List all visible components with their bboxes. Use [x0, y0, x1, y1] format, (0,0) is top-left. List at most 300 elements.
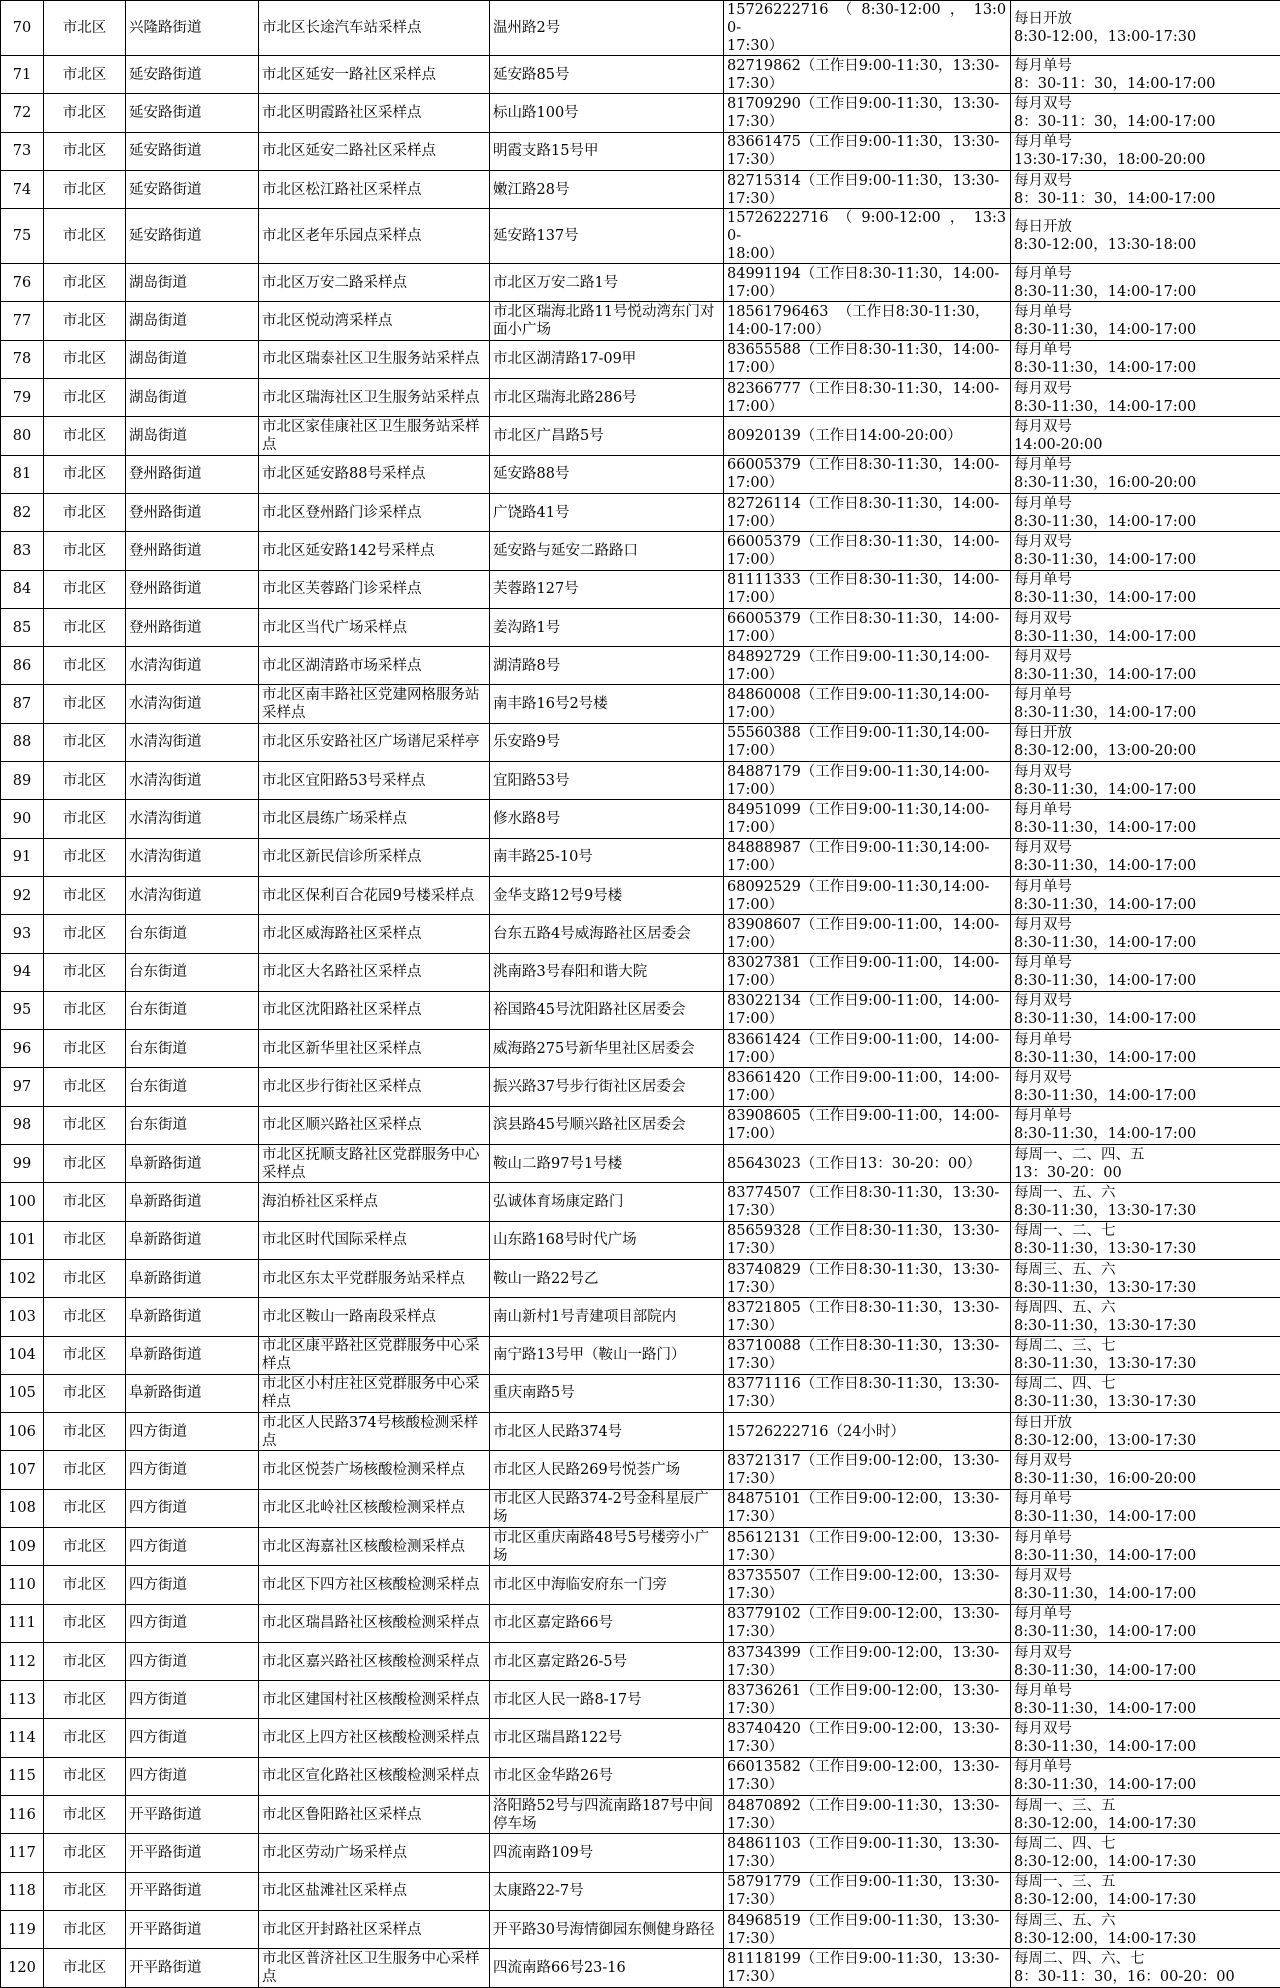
schedule-cell: 每周二、三、七 8:30-11:30，13:30-17:30 [1011, 1336, 1280, 1374]
address-cell: 洮南路3号春阳和谐大院 [490, 953, 724, 991]
schedule-cell: 每月双号 8:30-11:30，16:00-20:00 [1011, 1451, 1280, 1489]
site-name-cell: 市北区长途汽车站采样点 [259, 1, 490, 56]
table-row [1, 1413, 1280, 1451]
table-row [1, 1259, 1280, 1297]
phone-hours-cell: 85643023（工作日13：30-20：00） [724, 1145, 1011, 1183]
phone-hours-cell: 15726222716 （ 8:30-12:00 ， 13:00- 17:30） [724, 1, 1011, 56]
subdistrict-cell: 阜新路街道 [126, 1374, 259, 1412]
phone-hours-cell: 18561796463 （工作日8:30-11:30， 14:00-17:00） [724, 302, 1011, 340]
subdistrict-cell: 四方街道 [126, 1527, 259, 1565]
district-cell: 市北区 [44, 647, 126, 685]
address-cell: 金华支路12号9号楼 [490, 876, 724, 914]
table-row [1, 1604, 1280, 1642]
table-row [1, 1298, 1280, 1336]
row-number-cell: 74 [1, 170, 44, 208]
address-cell: 明霞支路15号甲 [490, 132, 724, 170]
address-cell: 湖清路8号 [490, 647, 724, 685]
phone-hours-cell: 84951099（工作日9:00-11:30,14:00- 17:00） [724, 800, 1011, 838]
schedule-cell: 每周四、五、六 8:30-11:30，13:30-17:30 [1011, 1298, 1280, 1336]
subdistrict-cell: 四方街道 [126, 1604, 259, 1642]
subdistrict-cell: 阜新路街道 [126, 1145, 259, 1183]
district-cell: 市北区 [44, 762, 126, 800]
phone-hours-cell: 82715314（工作日9:00-11:30，13:30- 17:30） [724, 170, 1011, 208]
address-cell: 山东路168号时代广场 [490, 1221, 724, 1259]
table-row [1, 132, 1280, 170]
schedule-cell: 每月双号 8:30-11:30，14:00-17:00 [1011, 762, 1280, 800]
subdistrict-cell: 四方街道 [126, 1566, 259, 1604]
district-cell: 市北区 [44, 1757, 126, 1795]
phone-hours-cell: 84870892（工作日9:00-11:30，13:30- 17:30） [724, 1796, 1011, 1834]
address-cell: 市北区嘉定路26-5号 [490, 1642, 724, 1680]
site-name-cell: 市北区步行街社区采样点 [259, 1068, 490, 1106]
table-row [1, 800, 1280, 838]
subdistrict-cell: 水清沟街道 [126, 838, 259, 876]
site-name-cell: 市北区悦荟广场核酸检测采样点 [259, 1451, 490, 1489]
schedule-cell: 每月单号 8:30-11:30，14:00-17:00 [1011, 953, 1280, 991]
address-cell: 重庆南路5号 [490, 1374, 724, 1412]
phone-hours-cell: 68092529（工作日9:00-11:30,14:00- 17:00） [724, 876, 1011, 914]
row-number-cell: 119 [1, 1910, 44, 1948]
site-name-cell: 市北区下四方社区核酸检测采样点 [259, 1566, 490, 1604]
table-row [1, 608, 1280, 646]
row-number-cell: 98 [1, 1106, 44, 1144]
table-row [1, 1681, 1280, 1719]
row-number-cell: 95 [1, 991, 44, 1029]
subdistrict-cell: 水清沟街道 [126, 800, 259, 838]
schedule-cell: 每月单号 8:30-11:30，14:00-17:00 [1011, 264, 1280, 302]
table-row [1, 1872, 1280, 1910]
phone-hours-cell: 66005379（工作日8:30-11:30，14:00- 17:00） [724, 455, 1011, 493]
schedule-cell: 每日开放 8:30-12:00，13:30-18:00 [1011, 209, 1280, 264]
table-row [1, 417, 1280, 455]
subdistrict-cell: 登州路街道 [126, 455, 259, 493]
row-number-cell: 88 [1, 723, 44, 761]
site-name-cell: 市北区新华里社区采样点 [259, 1030, 490, 1068]
phone-hours-cell: 83661424（工作日9:00-11:00，14:00- 17:00） [724, 1030, 1011, 1068]
district-cell: 市北区 [44, 838, 126, 876]
row-number-cell: 94 [1, 953, 44, 991]
address-cell: 南宁路13号甲（鞍山一路门） [490, 1336, 724, 1374]
district-cell: 市北区 [44, 1, 126, 56]
address-cell: 市北区人民路374号 [490, 1413, 724, 1451]
row-number-cell: 81 [1, 455, 44, 493]
row-number-cell: 111 [1, 1604, 44, 1642]
subdistrict-cell: 延安路街道 [126, 132, 259, 170]
table-row [1, 1106, 1280, 1144]
row-number-cell: 104 [1, 1336, 44, 1374]
table-row [1, 647, 1280, 685]
phone-hours-cell: 81111333（工作日8:30-11:30，14:00- 17:00） [724, 570, 1011, 608]
phone-hours-cell: 83740829（工作日8:30-11:30，13:30- 17:30） [724, 1259, 1011, 1297]
row-number-cell: 73 [1, 132, 44, 170]
district-cell: 市北区 [44, 493, 126, 531]
site-name-cell: 市北区宣化路社区核酸检测采样点 [259, 1757, 490, 1795]
table-row [1, 1949, 1280, 1987]
table-row [1, 209, 1280, 264]
address-cell: 延安路与延安二路路口 [490, 532, 724, 570]
address-cell: 弘诚体育场康定路门 [490, 1183, 724, 1221]
phone-hours-cell: 84875101（工作日9:00-12:00，13:30- 17:30） [724, 1489, 1011, 1527]
schedule-cell: 每月双号 8:30-11:30，14:00-17:00 [1011, 1068, 1280, 1106]
schedule-cell: 每月单号 8:30-11:30，14:00-17:00 [1011, 493, 1280, 531]
schedule-cell: 每周一、三、五 8:30-12:00，14:00-17:30 [1011, 1796, 1280, 1834]
phone-hours-cell: 80920139（工作日14:00-20:00） [724, 417, 1011, 455]
subdistrict-cell: 水清沟街道 [126, 762, 259, 800]
phone-hours-cell: 82726114（工作日8:30-11:30，14:00- 17:00） [724, 493, 1011, 531]
row-number-cell: 78 [1, 340, 44, 378]
site-name-cell: 海泊桥社区采样点 [259, 1183, 490, 1221]
address-cell: 南丰路16号2号楼 [490, 685, 724, 723]
site-name-cell: 市北区登州路门诊采样点 [259, 493, 490, 531]
subdistrict-cell: 开平路街道 [126, 1796, 259, 1834]
district-cell: 市北区 [44, 1642, 126, 1680]
address-cell: 鞍山一路22号乙 [490, 1259, 724, 1297]
district-cell: 市北区 [44, 570, 126, 608]
district-cell: 市北区 [44, 1681, 126, 1719]
schedule-cell: 每月单号 8:30-11:30，14:00-17:00 [1011, 302, 1280, 340]
phone-hours-cell: 66005379（工作日8:30-11:30，14:00- 17:00） [724, 608, 1011, 646]
phone-hours-cell: 83740420（工作日9:00-12:00，13:30- 17:30） [724, 1719, 1011, 1757]
table-row [1, 56, 1280, 94]
subdistrict-cell: 阜新路街道 [126, 1221, 259, 1259]
table-row [1, 1145, 1280, 1183]
row-number-cell: 83 [1, 532, 44, 570]
phone-hours-cell: 83027381（工作日9:00-11:00，14:00- 17:00） [724, 953, 1011, 991]
address-cell: 延安路137号 [490, 209, 724, 264]
subdistrict-cell: 水清沟街道 [126, 685, 259, 723]
row-number-cell: 112 [1, 1642, 44, 1680]
site-name-cell: 市北区芙蓉路门诊采样点 [259, 570, 490, 608]
address-cell: 威海路275号新华里社区居委会 [490, 1030, 724, 1068]
district-cell: 市北区 [44, 1336, 126, 1374]
row-number-cell: 92 [1, 876, 44, 914]
schedule-cell: 每日开放 8:30-12:00，13:00-17:30 [1011, 1, 1280, 56]
phone-hours-cell: 15726222716 （ 9:00-12:00 ， 13:30- 18:00） [724, 209, 1011, 264]
site-name-cell: 市北区大名路社区采样点 [259, 953, 490, 991]
phone-hours-cell: 81118199（工作日9:00-11:30，13:30- 17:30） [724, 1949, 1011, 1987]
district-cell: 市北区 [44, 209, 126, 264]
district-cell: 市北区 [44, 1527, 126, 1565]
schedule-cell: 每月单号 8:30-11:30，14:00-17:00 [1011, 1489, 1280, 1527]
subdistrict-cell: 阜新路街道 [126, 1259, 259, 1297]
address-cell: 延安路88号 [490, 455, 724, 493]
phone-hours-cell: 84892729（工作日9:00-11:30,14:00- 17:00） [724, 647, 1011, 685]
table-row [1, 379, 1280, 417]
subdistrict-cell: 湖岛街道 [126, 340, 259, 378]
row-number-cell: 85 [1, 608, 44, 646]
phone-hours-cell: 83655588（工作日8:30-11:30，14:00- 17:00） [724, 340, 1011, 378]
row-number-cell: 72 [1, 94, 44, 132]
phone-hours-cell: 55560388（工作日9:00-11:30,14:00- 17:00） [724, 723, 1011, 761]
district-cell: 市北区 [44, 56, 126, 94]
address-cell: 市北区万安二路1号 [490, 264, 724, 302]
site-name-cell: 市北区延安路142号采样点 [259, 532, 490, 570]
row-number-cell: 103 [1, 1298, 44, 1336]
address-cell: 市北区广昌路5号 [490, 417, 724, 455]
district-cell: 市北区 [44, 608, 126, 646]
table-row [1, 264, 1280, 302]
phone-hours-cell: 83735507（工作日9:00-12:00，13:30- 17:30） [724, 1566, 1011, 1604]
address-cell: 四流南路66号23-16 [490, 1949, 724, 1987]
site-name-cell: 市北区延安二路社区采样点 [259, 132, 490, 170]
schedule-cell: 每月单号 8:30-11:30，14:00-17:00 [1011, 1527, 1280, 1565]
address-cell: 南山新村1号青建项目部院内 [490, 1298, 724, 1336]
site-name-cell: 市北区人民路374号核酸检测采样点 [259, 1413, 490, 1451]
district-cell: 市北区 [44, 953, 126, 991]
table-row [1, 915, 1280, 953]
site-name-cell: 市北区延安路88号采样点 [259, 455, 490, 493]
table-row [1, 340, 1280, 378]
schedule-cell: 每月双号 8:30-11:30，14:00-17:00 [1011, 532, 1280, 570]
schedule-cell: 每月双号 8:30-11:30，14:00-17:00 [1011, 608, 1280, 646]
row-number-cell: 107 [1, 1451, 44, 1489]
schedule-cell: 每周二、四、七 8:30-11:30，13:30-17:30 [1011, 1374, 1280, 1412]
schedule-cell: 每月双号 8:30-11:30，14:00-17:00 [1011, 991, 1280, 1029]
schedule-cell: 每月单号 8:30-11:30，14:00-17:00 [1011, 570, 1280, 608]
site-name-cell: 市北区保利百合花园9号楼采样点 [259, 876, 490, 914]
schedule-cell: 每月单号 8:30-11:30，14:00-17:00 [1011, 1604, 1280, 1642]
address-cell: 开平路30号海情御园东侧健身路径 [490, 1910, 724, 1948]
subdistrict-cell: 开平路街道 [126, 1910, 259, 1948]
table-row [1, 838, 1280, 876]
site-name-cell: 市北区鲁阳路社区采样点 [259, 1796, 490, 1834]
site-name-cell: 市北区新民信诊所采样点 [259, 838, 490, 876]
site-name-cell: 市北区瑞昌路社区核酸检测采样点 [259, 1604, 490, 1642]
schedule-cell: 每月单号 8:30-11:30，14:00-17:00 [1011, 685, 1280, 723]
schedule-cell: 每月双号 8:30-11:30，14:00-17:00 [1011, 1719, 1280, 1757]
subdistrict-cell: 延安路街道 [126, 170, 259, 208]
district-cell: 市北区 [44, 1259, 126, 1297]
schedule-cell: 每月双号 8:30-11:30，14:00-17:00 [1011, 838, 1280, 876]
phone-hours-cell: 85659328（工作日8:30-11:30，13:30- 17:30） [724, 1221, 1011, 1259]
phone-hours-cell: 84968519（工作日9:00-11:30，13:30- 17:30） [724, 1910, 1011, 1948]
schedule-cell: 每周三、五、六 8:30-11:30，13:30-17:30 [1011, 1259, 1280, 1297]
address-cell: 市北区湖清路17-09甲 [490, 340, 724, 378]
address-cell: 鞍山二路97号1号楼 [490, 1145, 724, 1183]
subdistrict-cell: 台东街道 [126, 1030, 259, 1068]
district-cell: 市北区 [44, 915, 126, 953]
site-name-cell: 市北区劳动广场采样点 [259, 1834, 490, 1872]
district-cell: 市北区 [44, 379, 126, 417]
site-name-cell: 市北区悦动湾采样点 [259, 302, 490, 340]
row-number-cell: 75 [1, 209, 44, 264]
district-cell: 市北区 [44, 1068, 126, 1106]
table-row [1, 1910, 1280, 1948]
row-number-cell: 79 [1, 379, 44, 417]
subdistrict-cell: 四方街道 [126, 1413, 259, 1451]
subdistrict-cell: 登州路街道 [126, 608, 259, 646]
table-row [1, 1374, 1280, 1412]
subdistrict-cell: 四方街道 [126, 1681, 259, 1719]
row-number-cell: 118 [1, 1872, 44, 1910]
table-row [1, 94, 1280, 132]
row-number-cell: 71 [1, 56, 44, 94]
row-number-cell: 84 [1, 570, 44, 608]
subdistrict-cell: 开平路街道 [126, 1834, 259, 1872]
subdistrict-cell: 阜新路街道 [126, 1298, 259, 1336]
phone-hours-cell: 83721317（工作日9:00-12:00，13:30- 17:30） [724, 1451, 1011, 1489]
row-number-cell: 99 [1, 1145, 44, 1183]
district-cell: 市北区 [44, 1566, 126, 1604]
table-row [1, 953, 1280, 991]
table-row [1, 1183, 1280, 1221]
phone-hours-cell: 83721805（工作日8:30-11:30，13:30- 17:30） [724, 1298, 1011, 1336]
schedule-cell: 每日开放 8:30-12:00，13:00-17:30 [1011, 1413, 1280, 1451]
district-cell: 市北区 [44, 132, 126, 170]
subdistrict-cell: 登州路街道 [126, 532, 259, 570]
subdistrict-cell: 台东街道 [126, 991, 259, 1029]
address-cell: 市北区重庆南路48号5号楼旁小广场 [490, 1527, 724, 1565]
phone-hours-cell: 58791779（工作日9:00-11:30，13:30- 17:30） [724, 1872, 1011, 1910]
address-cell: 嫩江路28号 [490, 170, 724, 208]
row-number-cell: 91 [1, 838, 44, 876]
site-name-cell: 市北区宜阳路53号采样点 [259, 762, 490, 800]
table-row [1, 1642, 1280, 1680]
phone-hours-cell: 84887179（工作日9:00-11:30,14:00- 17:00） [724, 762, 1011, 800]
district-cell: 市北区 [44, 417, 126, 455]
subdistrict-cell: 湖岛街道 [126, 302, 259, 340]
row-number-cell: 86 [1, 647, 44, 685]
address-cell: 市北区瑞昌路122号 [490, 1719, 724, 1757]
address-cell: 洛阳路52号与四流南路187号中间停车场 [490, 1796, 724, 1834]
schedule-cell: 每周一、三、五 8:30-12:00，14:00-17:30 [1011, 1872, 1280, 1910]
schedule-cell: 每月双号 14:00-20:00 [1011, 417, 1280, 455]
district-cell: 市北区 [44, 94, 126, 132]
subdistrict-cell: 四方街道 [126, 1451, 259, 1489]
address-cell: 振兴路37号步行街社区居委会 [490, 1068, 724, 1106]
address-cell: 广饶路41号 [490, 493, 724, 531]
row-number-cell: 120 [1, 1949, 44, 1987]
row-number-cell: 76 [1, 264, 44, 302]
site-name-cell: 市北区威海路社区采样点 [259, 915, 490, 953]
district-cell: 市北区 [44, 876, 126, 914]
subdistrict-cell: 台东街道 [126, 1068, 259, 1106]
row-number-cell: 108 [1, 1489, 44, 1527]
schedule-cell: 每月双号 8:30-11:30，14:00-17:00 [1011, 915, 1280, 953]
address-cell: 市北区瑞海北路11号悦动湾东门对面小广场 [490, 302, 724, 340]
subdistrict-cell: 湖岛街道 [126, 417, 259, 455]
schedule-cell: 每周二、四、七 8:30-12:00，14:00-17:30 [1011, 1834, 1280, 1872]
district-cell: 市北区 [44, 532, 126, 570]
district-cell: 市北区 [44, 1949, 126, 1987]
address-cell: 南丰路25-10号 [490, 838, 724, 876]
table-row [1, 1796, 1280, 1834]
phone-hours-cell: 83908607（工作日9:00-11:00，14:00- 17:00） [724, 915, 1011, 953]
subdistrict-cell: 湖岛街道 [126, 379, 259, 417]
schedule-cell: 每周一、二、四、五 13：30-20：00 [1011, 1145, 1280, 1183]
site-name-cell: 市北区松江路社区采样点 [259, 170, 490, 208]
address-cell: 姜沟路1号 [490, 608, 724, 646]
site-name-cell: 市北区时代国际采样点 [259, 1221, 490, 1259]
phone-hours-cell: 83661420（工作日9:00-11:00，14:00- 17:00） [724, 1068, 1011, 1106]
table-row [1, 1489, 1280, 1527]
table-row [1, 1527, 1280, 1565]
district-cell: 市北区 [44, 1298, 126, 1336]
district-cell: 市北区 [44, 723, 126, 761]
district-cell: 市北区 [44, 302, 126, 340]
phone-hours-cell: 84888987（工作日9:00-11:30,14:00- 17:00） [724, 838, 1011, 876]
address-cell: 太康路22-7号 [490, 1872, 724, 1910]
address-cell: 市北区嘉定路66号 [490, 1604, 724, 1642]
site-name-cell: 市北区当代广场采样点 [259, 608, 490, 646]
table-row [1, 685, 1280, 723]
schedule-cell: 每月单号 8:30-11:30，16:00-20:00 [1011, 455, 1280, 493]
phone-hours-cell: 83779102（工作日9:00-12:00，13:30- 17:30） [724, 1604, 1011, 1642]
table-row [1, 1757, 1280, 1795]
district-cell: 市北区 [44, 1910, 126, 1948]
row-number-cell: 70 [1, 1, 44, 56]
site-name-cell: 市北区普济社区卫生服务中心采样点 [259, 1949, 490, 1987]
row-number-cell: 96 [1, 1030, 44, 1068]
district-cell: 市北区 [44, 1183, 126, 1221]
site-name-cell: 市北区老年乐园点采样点 [259, 209, 490, 264]
subdistrict-cell: 阜新路街道 [126, 1336, 259, 1374]
phone-hours-cell: 82366777（工作日8:30-11:30，14:00- 17:00） [724, 379, 1011, 417]
table-row [1, 1336, 1280, 1374]
site-name-cell: 市北区上四方社区核酸检测采样点 [259, 1719, 490, 1757]
subdistrict-cell: 四方街道 [126, 1642, 259, 1680]
phone-hours-cell: 84861103（工作日9:00-11:30，13:30- 17:30） [724, 1834, 1011, 1872]
site-name-cell: 市北区明霞路社区采样点 [259, 94, 490, 132]
site-name-cell: 市北区海嘉社区核酸检测采样点 [259, 1527, 490, 1565]
subdistrict-cell: 阜新路街道 [126, 1183, 259, 1221]
site-name-cell: 市北区万安二路采样点 [259, 264, 490, 302]
subdistrict-cell: 湖岛街道 [126, 264, 259, 302]
table-row [1, 723, 1280, 761]
schedule-cell: 每月单号 13:30-17:30，18:00-20:00 [1011, 132, 1280, 170]
district-cell: 市北区 [44, 800, 126, 838]
schedule-cell: 每月双号 8:30-11:30，14:00-17:00 [1011, 1566, 1280, 1604]
row-number-cell: 109 [1, 1527, 44, 1565]
district-cell: 市北区 [44, 685, 126, 723]
schedule-cell: 每月单号 8:30-11:30，14:00-17:00 [1011, 340, 1280, 378]
row-number-cell: 77 [1, 302, 44, 340]
address-cell: 四流南路109号 [490, 1834, 724, 1872]
schedule-cell: 每日开放 8:30-12:00，13:00-20:00 [1011, 723, 1280, 761]
phone-hours-cell: 83771116（工作日8:30-11:30，13:30- 17:30） [724, 1374, 1011, 1412]
site-name-cell: 市北区瑞海社区卫生服务站采样点 [259, 379, 490, 417]
row-number-cell: 106 [1, 1413, 44, 1451]
table-row [1, 1030, 1280, 1068]
site-name-cell: 市北区抚顺支路社区党群服务中心采样点 [259, 1145, 490, 1183]
table-row [1, 991, 1280, 1029]
schedule-cell: 每月单号 8:30-11:30，14:00-17:00 [1011, 876, 1280, 914]
table-row [1, 1, 1280, 56]
table-row [1, 455, 1280, 493]
phone-hours-cell: 83908605（工作日9:00-11:00，14:00- 17:00） [724, 1106, 1011, 1144]
subdistrict-cell: 水清沟街道 [126, 723, 259, 761]
table-row [1, 302, 1280, 340]
row-number-cell: 117 [1, 1834, 44, 1872]
schedule-cell: 每月单号 8:30-11:30，14:00-17:00 [1011, 1681, 1280, 1719]
address-cell: 乐安路9号 [490, 723, 724, 761]
phone-hours-cell: 84991194（工作日8:30-11:30，14:00- 17:00） [724, 264, 1011, 302]
address-cell: 裕国路45号沈阳路社区居委会 [490, 991, 724, 1029]
row-number-cell: 114 [1, 1719, 44, 1757]
schedule-cell: 每月单号 8:30-11:30，14:00-17:00 [1011, 1757, 1280, 1795]
schedule-cell: 每月单号 8:30-11:30，14:00-17:00 [1011, 800, 1280, 838]
phone-hours-cell: 83661475（工作日9:00-11:30，13:30- 17:30） [724, 132, 1011, 170]
phone-hours-cell: 83710088（工作日8:30-11:30，13:30- 17:30） [724, 1336, 1011, 1374]
site-name-cell: 市北区北岭社区核酸检测采样点 [259, 1489, 490, 1527]
schedule-cell: 每月单号 8:30-11:30，14:00-17:00 [1011, 1106, 1280, 1144]
schedule-cell: 每周二、四、六、七 8：30-11：30，16：00-20：00 [1011, 1949, 1280, 1987]
subdistrict-cell: 四方街道 [126, 1757, 259, 1795]
district-cell: 市北区 [44, 170, 126, 208]
address-cell: 市北区中海临安府东一门旁 [490, 1566, 724, 1604]
phone-hours-cell: 85612131（工作日9:00-12:00，13:30- 17:30） [724, 1527, 1011, 1565]
address-cell: 滨县路45号顺兴路社区居委会 [490, 1106, 724, 1144]
